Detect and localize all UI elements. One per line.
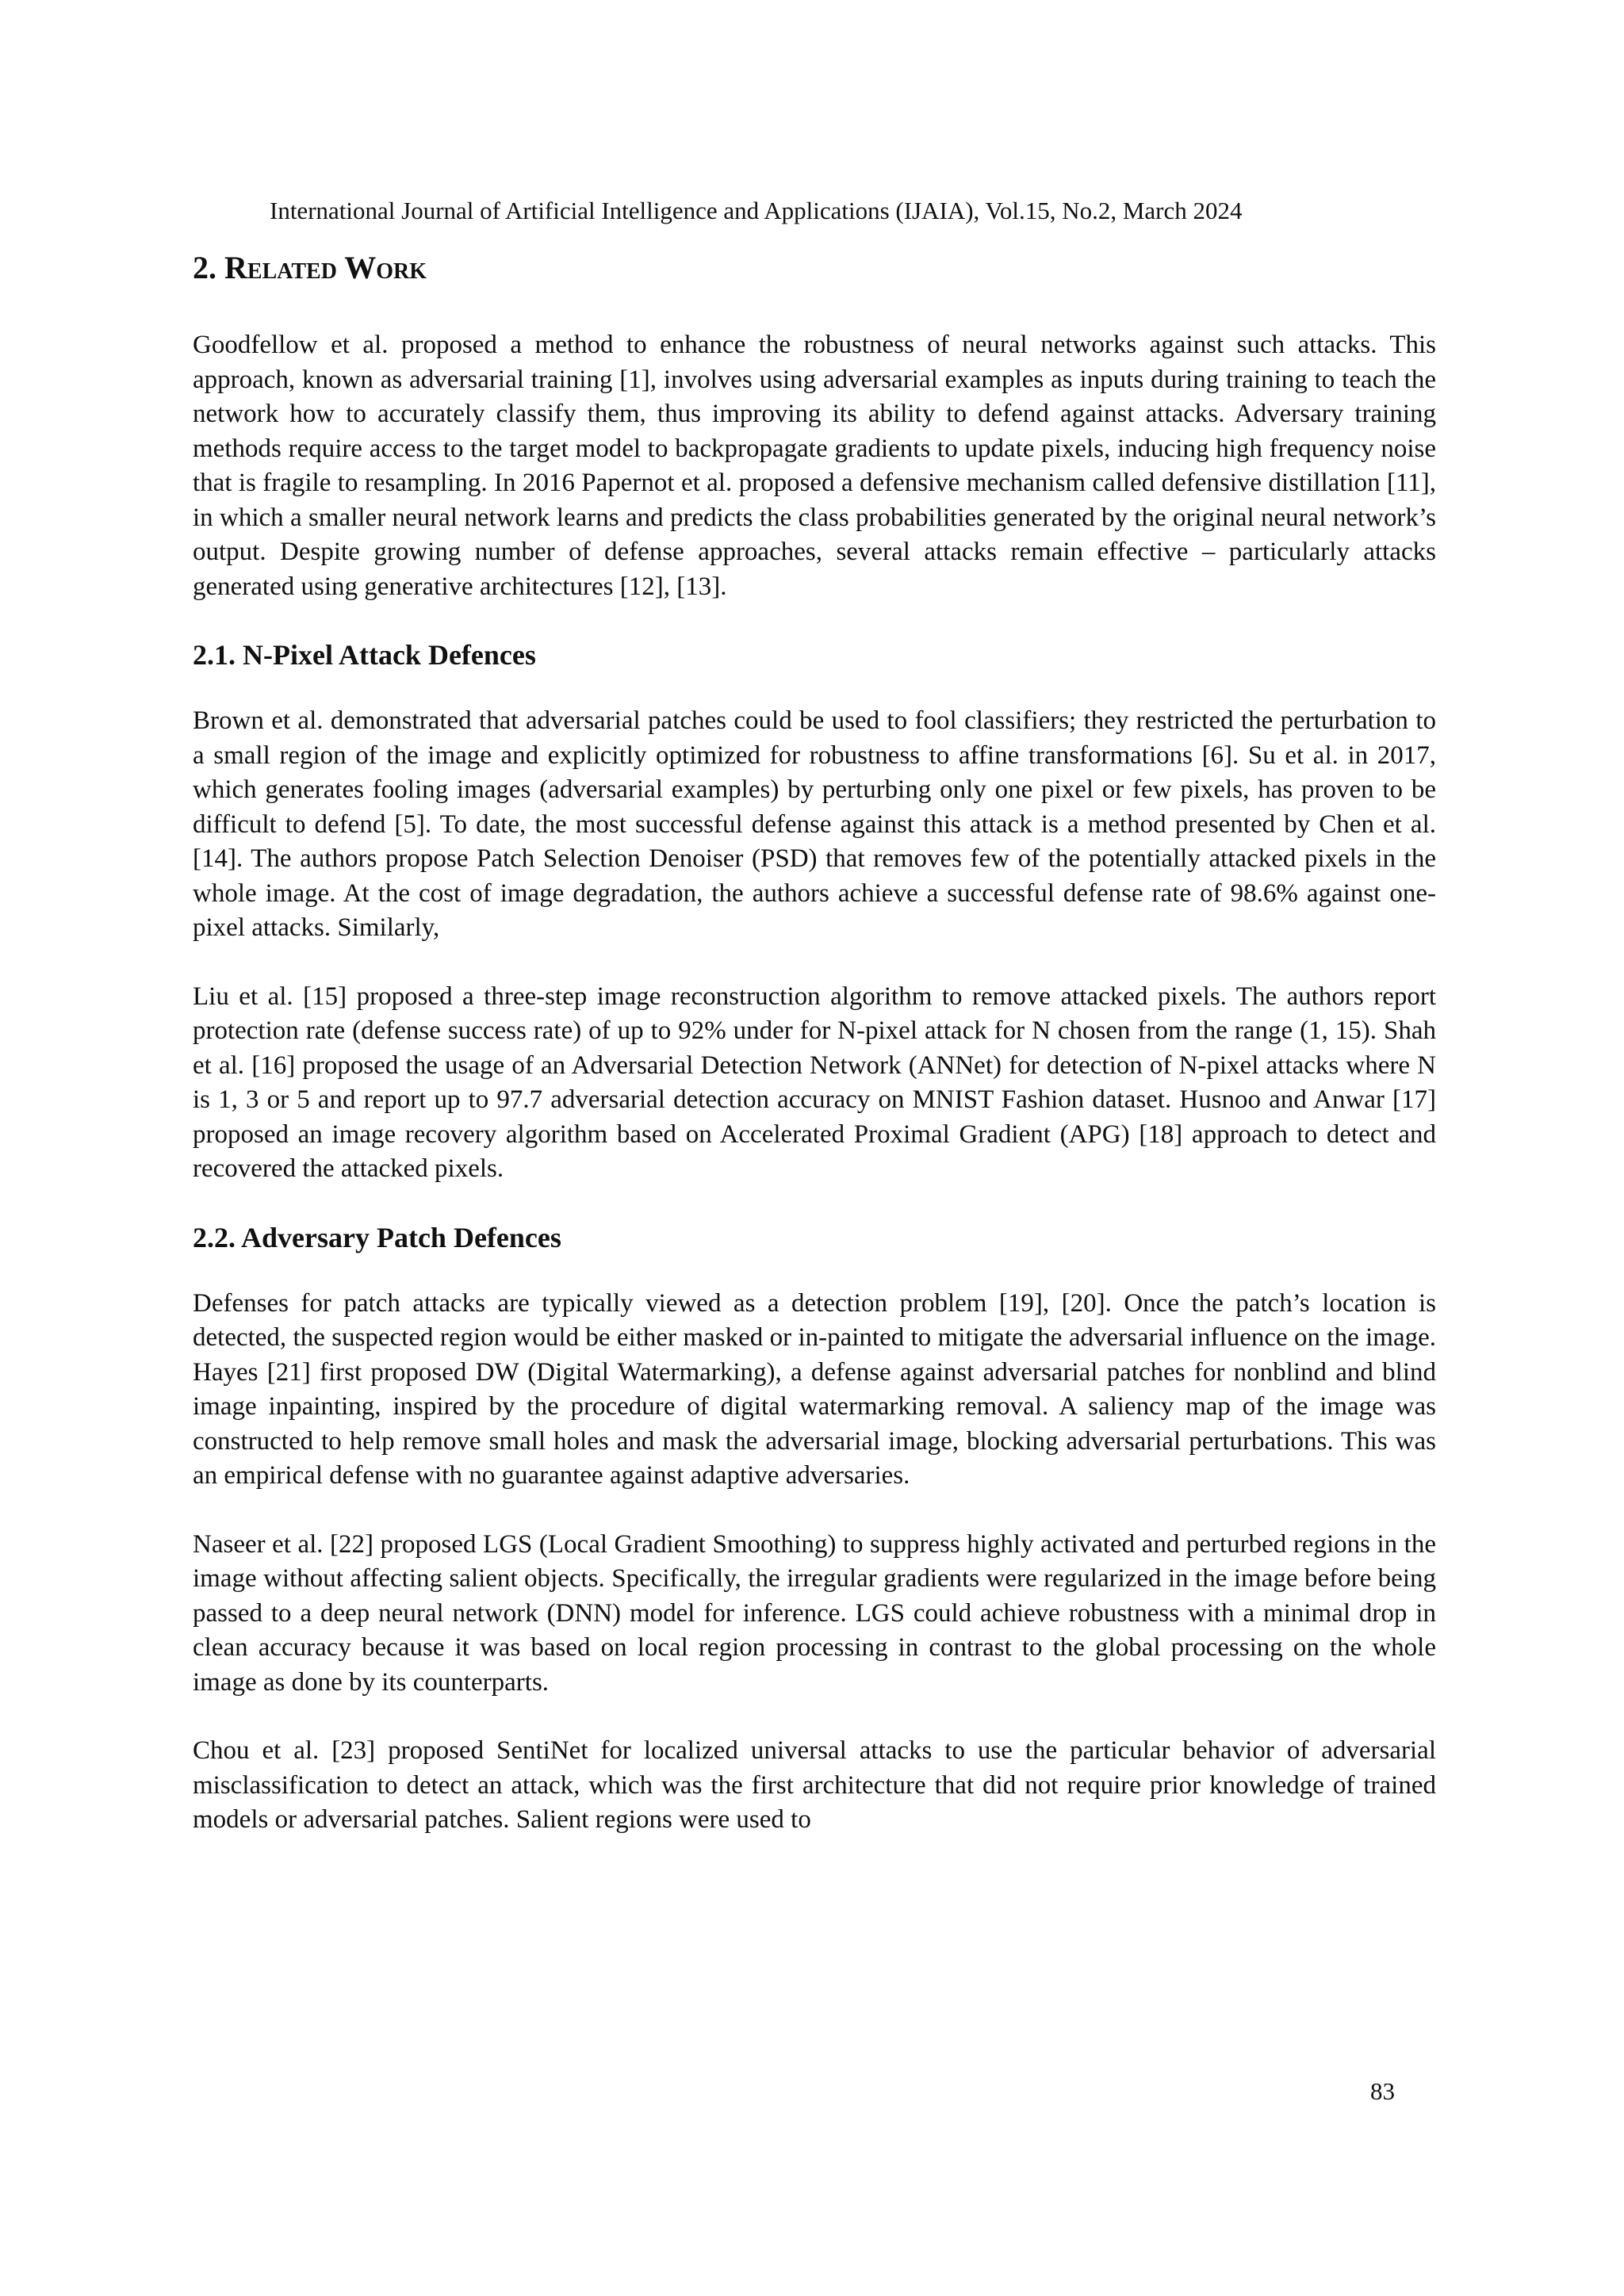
page-number: 83 [1370,2077,1395,2105]
subsection-title: 2.1. N-Pixel Attack Defences [193,639,536,671]
paragraph: Naseer et al. [22] proposed LGS (Local Gradient Smoothing) to suppress highly activated and perturbed regions in the image without affecting salient objects. Specifically, the irregular gradients were regularized in the image before being passed to a deep neural network (DNN) model for inference. LGS could achieve robustness with a minimal drop in clean accuracy because it was based on local region processing in contrast to the global processing on the whole image as done by its counterparts. [193,1529,1436,1697]
paragraph: Chou et al. [23] proposed SentiNet for localized universal attacks to use the particular behavior of adversarial misclassification to detect an attack, which was the first architecture that did not require prior knowledge of trained models or adversarial patches. Salient regions were used to [193,1736,1436,1834]
page-content [193,247,1436,1838]
subsection-title: 2.2. Adversary Patch Defences [193,1221,561,1253]
paragraph: Defenses for patch attacks are typically viewed as a detection problem [19], [20]. Once the patch’s location is detected, the suspected region would be either masked or in-painted to mitigate the adversarial influence on the image. Hayes [21] first proposed DW (Digital Watermarking), a defense against adversarial patches for nonblind and blind image inpainting, inspired by the procedure of digital watermarking removal. A saliency map of the image was constructed to help remove small holes and mask the adversarial image, blocking adversarial perturbations. This was an empirical defense with no guarantee against adaptive adversaries. [193,1288,1436,1490]
paragraph: Liu et al. [15] proposed a three-step image reconstruction algorithm to remove attacked pixels. The authors report protection rate (defense success rate) of up to 92% under for N-pixel attack for N chosen from the range (1, 15). Shah et al. [16] proposed the usage of an Adversarial Detection Network (ANNet) for detection of N-pixel attacks where N is 1, 3 or 5 and report up to 97.7 adversarial detection accuracy on MNIST Fashion dataset. Husnoo and Anwar [17] proposed an image recovery algorithm based on Accelerated Proximal Gradient (APG) [18] approach to detect and recovered the attacked pixels. [193,982,1436,1183]
paragraph: Goodfellow et al. proposed a method to enhance the robustness of neural networks against such attacks. This approach, known as adversarial training [1], involves using adversarial examples as inputs during training to teach the network how to accurately classify them, thus improving its ability to defend against attacks. Adversary training methods require access to the target model to backpropagate gradients to update pixels, inducing high frequency noise that is fragile to resampling. In 2016 Papernot et al. proposed a defensive mechanism called defensive distillation [11], in which a smaller neural network learns and predicts the class probabilities generated by the original neural network’s output. Despite growing number of defense approaches, several attacks remain effective – particularly attacks generated using generative architectures [12], [13]. [193,331,1436,601]
section-title: 2. Related Work [193,250,427,285]
paragraph: Brown et al. demonstrated that adversarial patches could be used to fool classifiers; they restricted the perturbation to a small region of the image and explicitly optimized for robustness to affine transformations [6]. Su et al. in 2017, which generates fooling images (adversarial examples) by perturbing only one pixel or few pixels, has proven to be difficult to defend [5]. To date, the most successful defense against this attack is a method presented by Chen et al. [14]. The authors propose Patch Selection Denoiser (PSD) that removes few of the potentially attacked pixels in the whole image. At the cost of image degradation, the authors achieve a successful defense rate of 98.6% against one-pixel attacks. Similarly, [193,706,1436,942]
running-header: International Journal of Artificial Intelligence and Applications (IJAIA), Vol.15, No.2, March 2024 [270,197,1243,224]
